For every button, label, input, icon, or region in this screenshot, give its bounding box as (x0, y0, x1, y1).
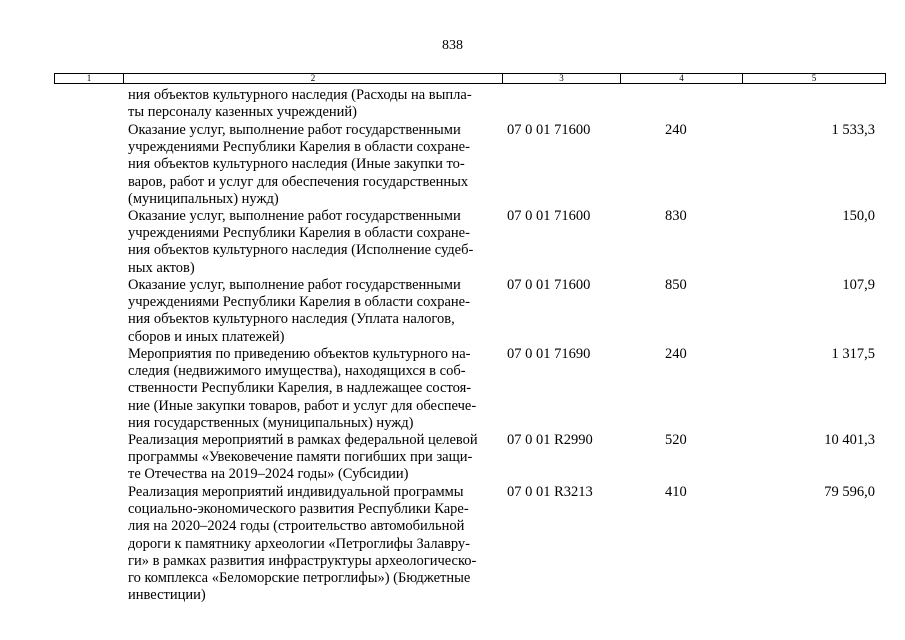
row-amount: 1 317,5 (831, 346, 875, 362)
row-code: 07 0 01 71600 (507, 208, 591, 224)
row-code: 07 0 01 R3213 (507, 484, 593, 500)
row-expense-type: 520 (665, 432, 687, 448)
column-header-3: 3 (503, 74, 621, 84)
row-expense-type: 850 (665, 277, 687, 293)
row-amount: 1 533,3 (831, 122, 875, 138)
column-header-table (54, 73, 886, 84)
row-description: Реализация мероприятий индивидуальной программы социально-экономического развития Республики Каре- лия на 2020–2024 годы (строительство автомобильной дороги к памятнику археологии «Петроглифы Залавру- ги» в рамках развития инфраструктуры археологическо- го комплекса «Беломорские петроглифы») (Бюджетные инвестиции) (128, 484, 477, 604)
row-description: Оказание услуг, выполнение работ государственными учреждениями Республики Карелия в области сохране- ния объектов культурного наследия (Исполнение судеб- ных актов) (128, 208, 474, 276)
table-row (0, 208, 905, 277)
row-code: 07 0 01 71600 (507, 277, 591, 293)
row-description: Мероприятия по приведению объектов культурного на- следия (недвижимого имущества), находящихся в соб- ственности Республики Карелия, в надлежащее состоя- ние (Иные закупки товаров, работ и услуг для обеспече- ния государственных (муниципальных) нужд) (128, 346, 477, 431)
column-header-row (55, 74, 886, 84)
row-code: 07 0 01 R2990 (507, 432, 593, 448)
table-row (0, 346, 905, 432)
budget-table-body (0, 87, 905, 605)
page-number: 838 (442, 38, 463, 53)
table-row (0, 122, 905, 208)
row-amount: 150,0 (842, 208, 875, 224)
row-amount: 107,9 (842, 277, 875, 293)
table-row (0, 432, 905, 484)
row-description: Оказание услуг, выполнение работ государственными учреждениями Республики Карелия в области сохране- ния объектов культурного наследия (Иные закупки то- варов, работ и услуг для обеспечения государственных (муниципальных) нужд) (128, 122, 470, 207)
row-description: ния объектов культурного наследия (Расходы на выпла- ты персоналу казенных учреждений) (128, 87, 472, 121)
table-row (0, 484, 905, 605)
row-code: 07 0 01 71690 (507, 346, 591, 362)
row-amount: 10 401,3 (824, 432, 875, 448)
row-description: Оказание услуг, выполнение работ государственными учреждениями Республики Карелия в области сохране- ния объектов культурного наследия (Уплата налогов, сборов и иных платежей) (128, 277, 470, 345)
column-header-1: 1 (55, 74, 124, 84)
table-row (0, 87, 905, 122)
table-row (0, 277, 905, 346)
column-header-5: 5 (743, 74, 886, 84)
column-header-4: 4 (621, 74, 743, 84)
row-description: Реализация мероприятий в рамках федеральной целевой программы «Увековечение памяти погибших при защи- те Отечества на 2019–2024 годы» (Субсидии) (128, 432, 478, 483)
row-expense-type: 240 (665, 346, 687, 362)
row-expense-type: 410 (665, 484, 687, 500)
row-expense-type: 240 (665, 122, 687, 138)
row-code: 07 0 01 71600 (507, 122, 591, 138)
row-expense-type: 830 (665, 208, 687, 224)
row-amount: 79 596,0 (824, 484, 875, 500)
column-header-2: 2 (124, 74, 503, 84)
